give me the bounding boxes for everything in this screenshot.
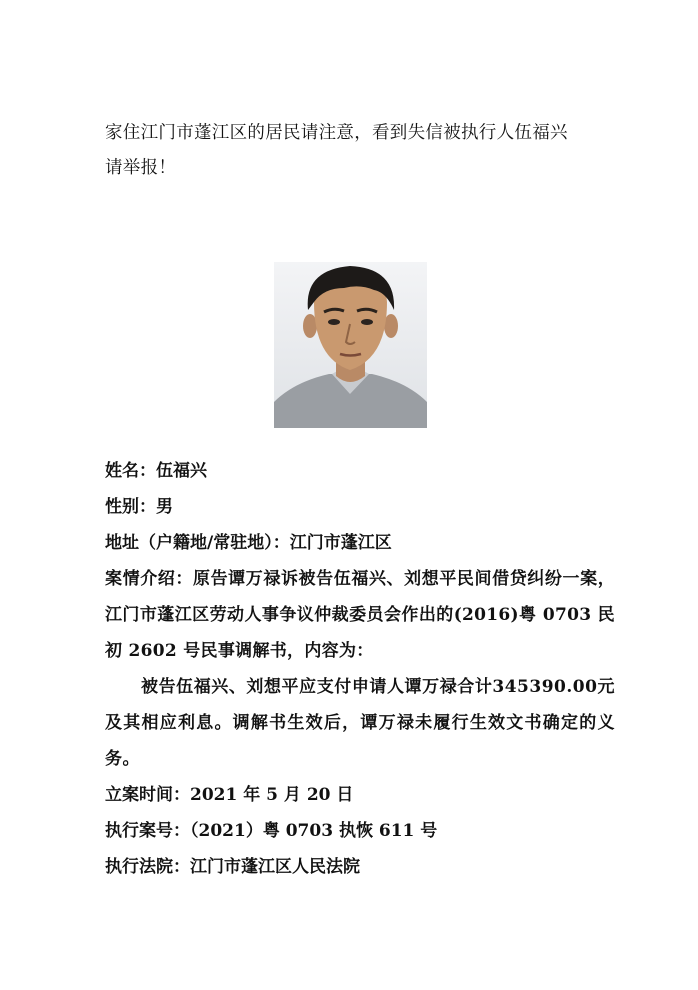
case-details: [105, 453, 615, 885]
gender-field: 性别：男: [105, 497, 173, 517]
case-intro-field: 案情介绍：原告谭万禄诉被告伍福兴、刘想平民间借贷纠纷一案，江门市蓬江区劳动人事争议仲裁委员会作出的(2016)粤 0703 民初 2602 号民事调解书，内容为：: [105, 569, 615, 661]
portrait-photo: [274, 262, 427, 428]
notice-text: [105, 116, 615, 186]
notice-line-1: 家住江门市蓬江区的居民请注意，看到失信被执行人伍福兴: [105, 123, 568, 143]
court-field: 执行法院：江门市蓬江区人民法院: [105, 857, 360, 877]
notice-line-2: 请举报！: [105, 158, 177, 178]
filing-date-field: 立案时间：2021 年 5 月 20 日: [105, 785, 354, 805]
address-field: 地址（户籍地/常驻地）：江门市蓬江区: [105, 533, 392, 553]
case-content-paragraph: 被告伍福兴、刘想平应支付申请人谭万禄合计345390.00元及其相应利息。调解书生效后，谭万禄未履行生效文书确定的义务。: [105, 677, 615, 769]
case-number-field: 执行案号：（2021）粤 0703 执恢 611 号: [105, 821, 438, 841]
portrait-illustration: [274, 262, 427, 428]
name-field: 姓名：伍福兴: [105, 461, 207, 481]
